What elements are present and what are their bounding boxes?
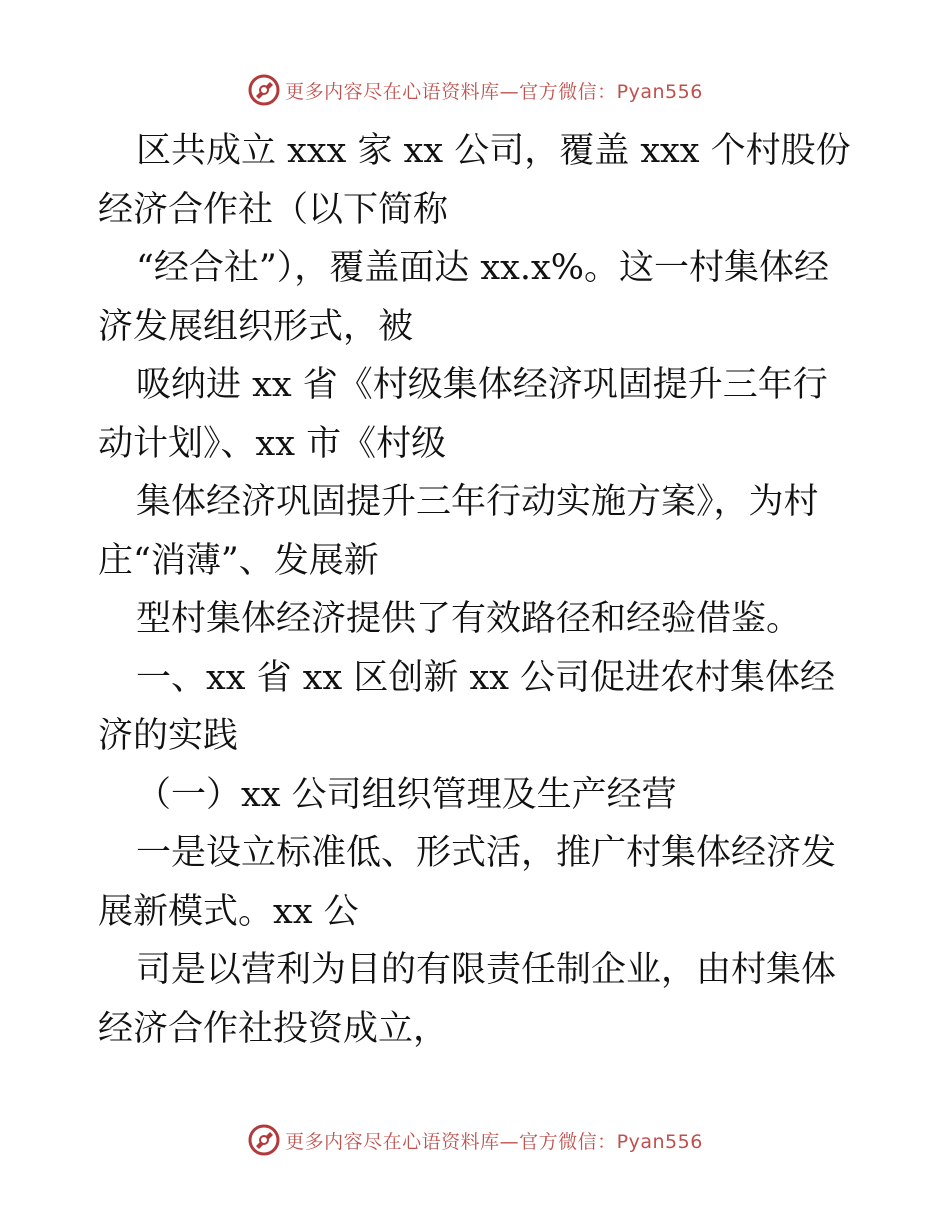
subsection-heading-1: （一）xx 公司组织管理及生产经营 (136, 774, 677, 815)
document-body (98, 122, 858, 1058)
seal-logo-icon (247, 1123, 281, 1157)
paragraph-7: 司是以营利为目的有限责任制企业，由村集体经济合作社投资成立， (98, 950, 837, 1049)
paragraph-1: 区共成立 xxx 家 xx 公司，覆盖 xxx 个村股份经济合作社（以下简称 (98, 131, 851, 230)
header-watermark (0, 70, 950, 110)
seal-logo-icon (247, 73, 281, 107)
paragraph-3: 吸纳进 xx 省《村级集体经济巩固提升三年行动计划》、xx 市《村级 (98, 365, 828, 464)
footer-watermark (0, 1120, 950, 1160)
watermark-text: 更多内容尽在心语资料库—官方微信：Pyan556 (285, 1130, 703, 1153)
paragraph-5: 型村集体经济提供了有效路径和经验借鉴。 (136, 599, 802, 639)
paragraph-4: 集体经济巩固提升三年行动实施方案》，为村庄“消薄”、发展新 (98, 482, 819, 581)
paragraph-6: 一是设立标准低、形式活，推广村集体经济发展新模式。xx 公 (98, 833, 837, 932)
paragraph-2: “经合社”），覆盖面达 xx.x%。这一村集体经济发展组织形式，被 (98, 248, 830, 347)
watermark-text: 更多内容尽在心语资料库—官方微信：Pyan556 (285, 80, 703, 103)
section-heading-1: 一、xx 省 xx 区创新 xx 公司促进农村集体经济的实践 (98, 657, 836, 756)
